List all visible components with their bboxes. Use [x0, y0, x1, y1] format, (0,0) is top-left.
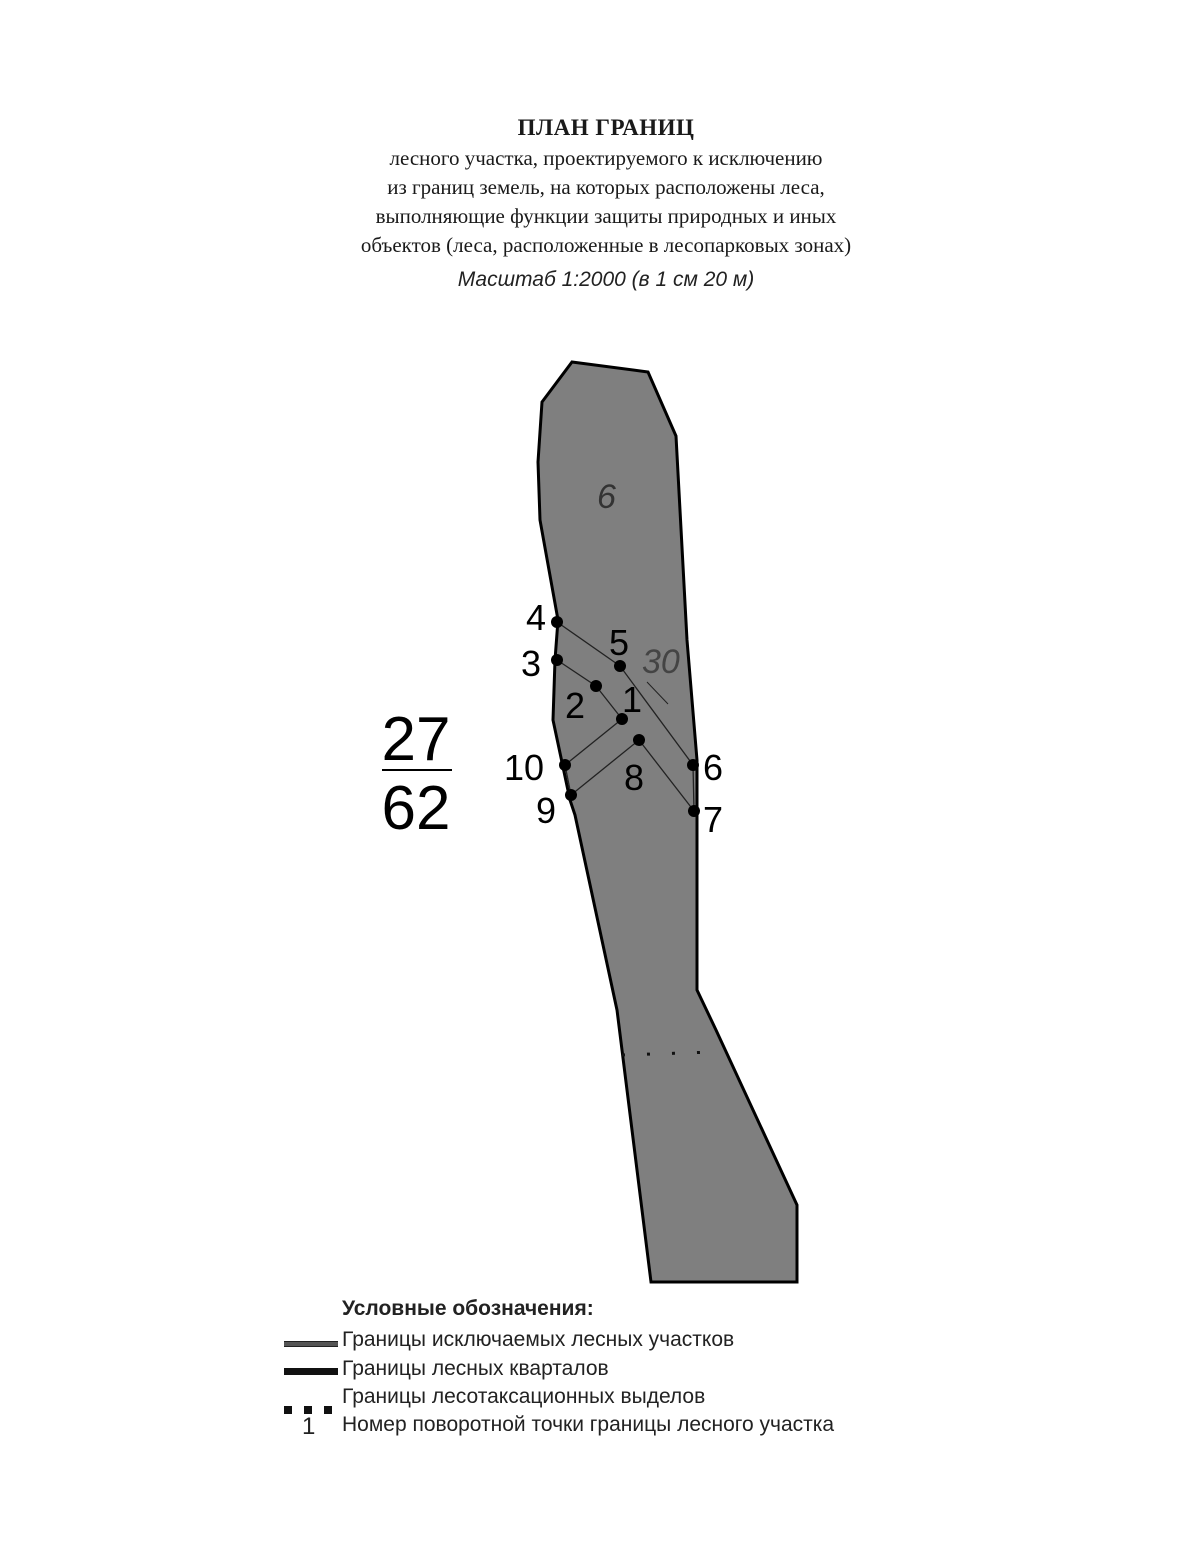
point-8-marker: [633, 734, 645, 746]
point-label-7: 7: [703, 799, 724, 840]
point-label-5: 5: [609, 622, 630, 663]
thin-line-symbol-icon: [282, 1328, 340, 1356]
point-label-6: 6: [703, 747, 724, 788]
point-4-marker: [551, 616, 563, 628]
dotted-line-symbol-icon: [282, 1385, 340, 1413]
legend-label: Границы исключаемых лесных участков: [342, 1328, 735, 1351]
point-label-9: 9: [536, 790, 557, 831]
subtitle-line-2: из границ земель, на которых расположены леса,: [387, 175, 825, 199]
point-label-10: 10: [504, 747, 545, 788]
point-6-marker: [687, 759, 699, 771]
subtitle-line-1: лесного участка, проектируемого к исключению: [389, 146, 823, 170]
point-label-3: 3: [521, 643, 542, 684]
point-label-2: 2: [565, 685, 586, 726]
legend-number: 1: [302, 1413, 316, 1440]
vydel-number-upper: 6: [597, 478, 616, 516]
legend-label: Границы лесотаксационных выделов: [342, 1385, 706, 1408]
legend-title: Условные обозначения:: [342, 1297, 594, 1320]
number-symbol-icon: [282, 1413, 340, 1441]
point-label-4: 4: [526, 597, 547, 638]
point-label-1: 1: [622, 679, 643, 720]
point-9-marker: [565, 789, 577, 801]
quarter-area: 62: [381, 774, 451, 843]
thick-line-symbol-icon: [282, 1357, 340, 1385]
point-10-marker: [559, 759, 571, 771]
legend-label: Номер поворотной точки границы лесного участка: [342, 1413, 835, 1436]
subtitle-line-3: выполняющие функции защиты природных и иных: [375, 204, 837, 228]
page-title: ПЛАН ГРАНИЦ: [517, 115, 695, 140]
legend-label: Границы лесных кварталов: [342, 1357, 609, 1380]
vydel-number-middle: 30: [642, 643, 680, 681]
subtitle-line-4: объектов (леса, расположенные в лесопарковых зонах): [360, 233, 852, 257]
forest-quarter-polygon: [538, 362, 797, 1282]
point-2-marker: [590, 680, 602, 692]
quarter-number: 27: [381, 705, 451, 774]
scale-label: Масштаб 1:2000 (в 1 см 20 м): [457, 268, 755, 291]
point-3-marker: [551, 654, 563, 666]
point-label-8: 8: [624, 757, 645, 798]
point-7-marker: [688, 805, 700, 817]
